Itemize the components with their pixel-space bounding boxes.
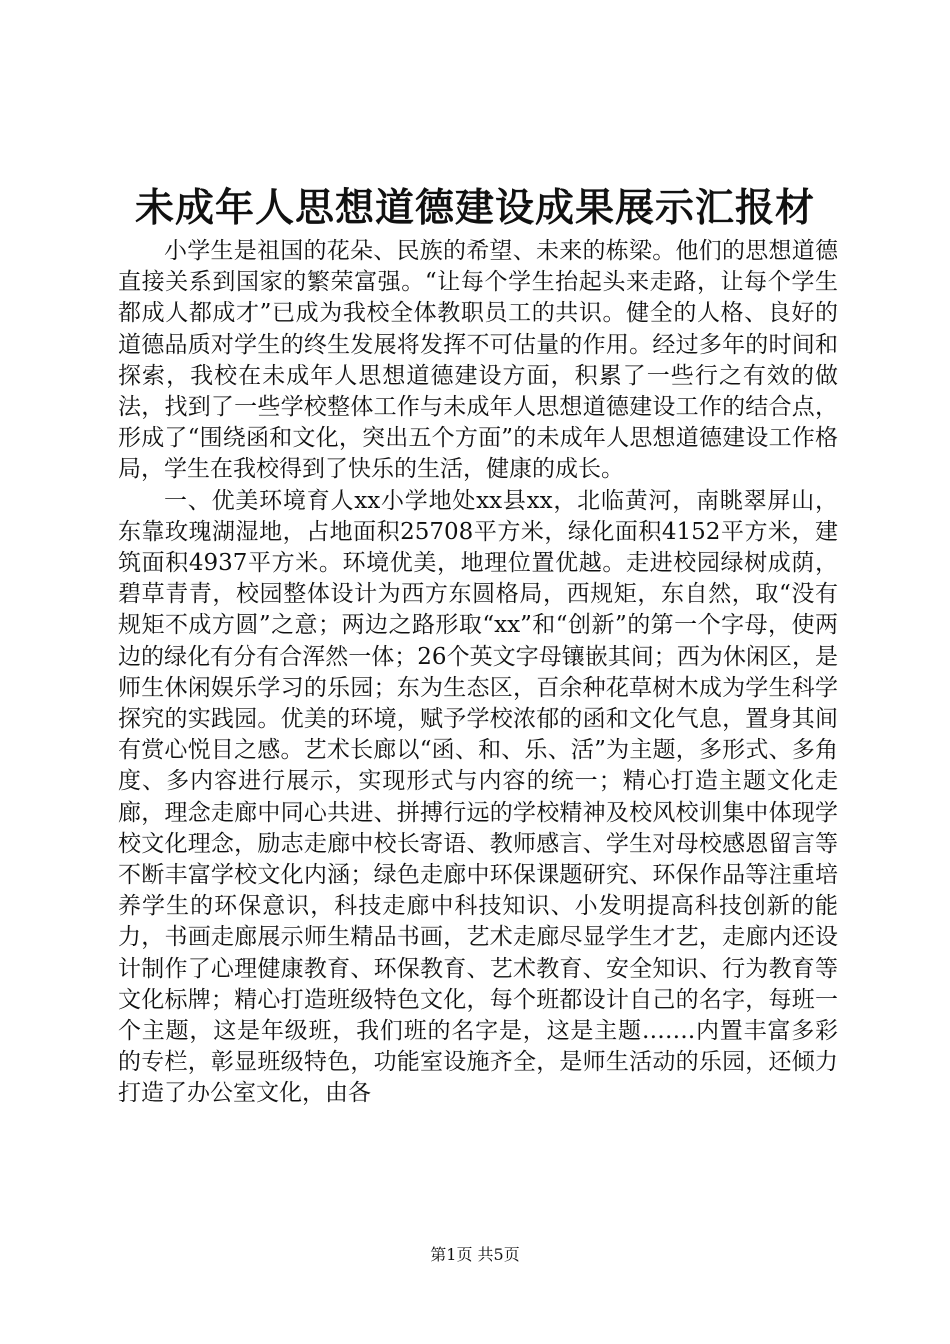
page-number-footer: 第1页 共5页 [430, 1245, 520, 1264]
paragraph-environment: 一、优美环境育人xx小学地处xx县xx，北临黄河，南眺翠屏山，东靠玫瑰湖湿地，占地面积25708平方米，绿化面积4152平方米，建筑面积4937平方米。环境优美，地理位置优越。走进校园绿树成荫，碧草青青，校园整体设计为西方东圆格局，西规矩，东自然，取“没有规矩不成方圆”之意；两边之路形取“xx”和“创新”的第一个字母，使两边的绿化有分有合浑然一体；26个英文字母镶嵌其间；西为休闲区，是师生休闲娱乐学习的乐园；东为生态区，百余种花草树木成为学生科学探究的实践园。优美的环境，赋予学校浓郁的函和文化气息，置身其间有赏心悦目之感。艺术长廊以“函、和、乐、活”为主题，多形式、多角度、多内容进行展示，实现形式与内容的统一；精心打造主题文化走廊，理念走廊中同心共进、拼搏行远的学校精神及校风校训集中体现学校文化理念，励志走廊中校长寄语、教师感言、学生对母校感恩留言等不断丰富学校文化内涵；绿色走廊中环保课题研究、环保作品等注重培养学生的环保意识，科技走廊中科技知识、小发明提高科技创新的能力，书画走廊展示师生精品书画，艺术走廊尽显学生才艺，走廊内还设计制作了心理健康教育、环保教育、艺术教育、安全知识、行为教育等文化标牌；精心打造班级特色文化，每个班都设计自己的名字，每班一个主题，这是年级班，我们班的名字是，这是主题…….内置丰富多彩的专栏，彰显班级特色，功能室设施齐全，是师生活动的乐园，还倾力打造了办公室文化，由各 [118, 487, 838, 1107]
paragraph-intro: 小学生是祖国的花朵、民族的希望、未来的栋梁。他们的思想道德直接关系到国家的繁荣富强。“让每个学生抬起头来走路，让每个学生都成人都成才”已成为我校全体教职员工的共识。健全的人格、良好的道德品质对学生的终生发展将发挥不可估量的作用。经过多年的时间和探索，我校在未成年人思想道德建设方面，积累了一些行之有效的做法，找到了一些学校整体工作与未成年人思想道德建设工作的结合点，形成了“围绕函和文化，突出五个方面”的未成年人思想道德建设工作格局，学生在我校得到了快乐的生活，健康的成长。 [118, 238, 838, 483]
document-body [118, 236, 838, 1110]
document-title: 未成年人思想道德建设成果展示汇报材 [134, 185, 815, 231]
